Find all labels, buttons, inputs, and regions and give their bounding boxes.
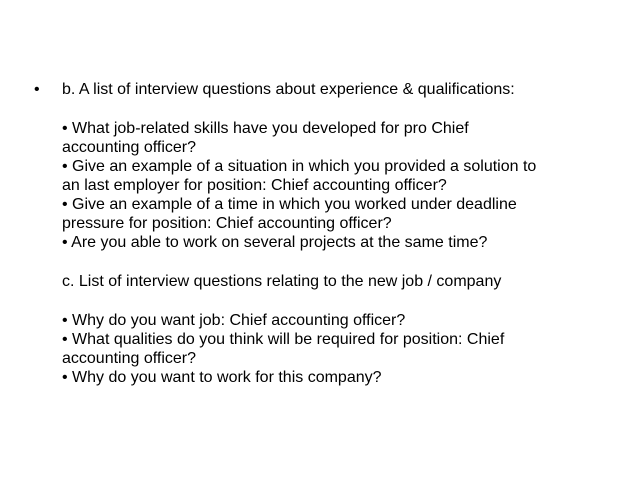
- question-line: accounting officer?: [62, 139, 197, 156]
- question-line: an last employer for position: Chief accounting officer?: [62, 177, 447, 194]
- spacer: [62, 252, 632, 272]
- section-c-questions: [62, 311, 632, 387]
- question-line: • Give an example of a situation in which you provided a solution to: [62, 158, 537, 175]
- spacer: [62, 291, 632, 311]
- spacer: [62, 99, 632, 119]
- question-line: • What qualities do you think will be required for position: Chief: [62, 331, 505, 348]
- question-line: • Why do you want to work for this company?: [62, 369, 382, 386]
- section-b-heading: b. A list of interview questions about experience & qualifications:: [62, 81, 515, 98]
- question-line: • Give an example of a time in which you worked under deadline: [62, 196, 517, 213]
- question-line: pressure for position: Chief accounting officer?: [62, 215, 392, 232]
- main-bullet: •: [34, 81, 40, 98]
- question-line: • Why do you want job: Chief accounting officer?: [62, 312, 406, 329]
- slide-content: [62, 80, 632, 387]
- question-line: • Are you able to work on several projects at the same time?: [62, 234, 488, 251]
- section-b-questions: [62, 119, 632, 252]
- question-line: • What job-related skills have you developed for pro Chief: [62, 120, 469, 137]
- section-c-heading: c. List of interview questions relating to the new job / company: [62, 273, 502, 290]
- question-line: accounting officer?: [62, 350, 197, 367]
